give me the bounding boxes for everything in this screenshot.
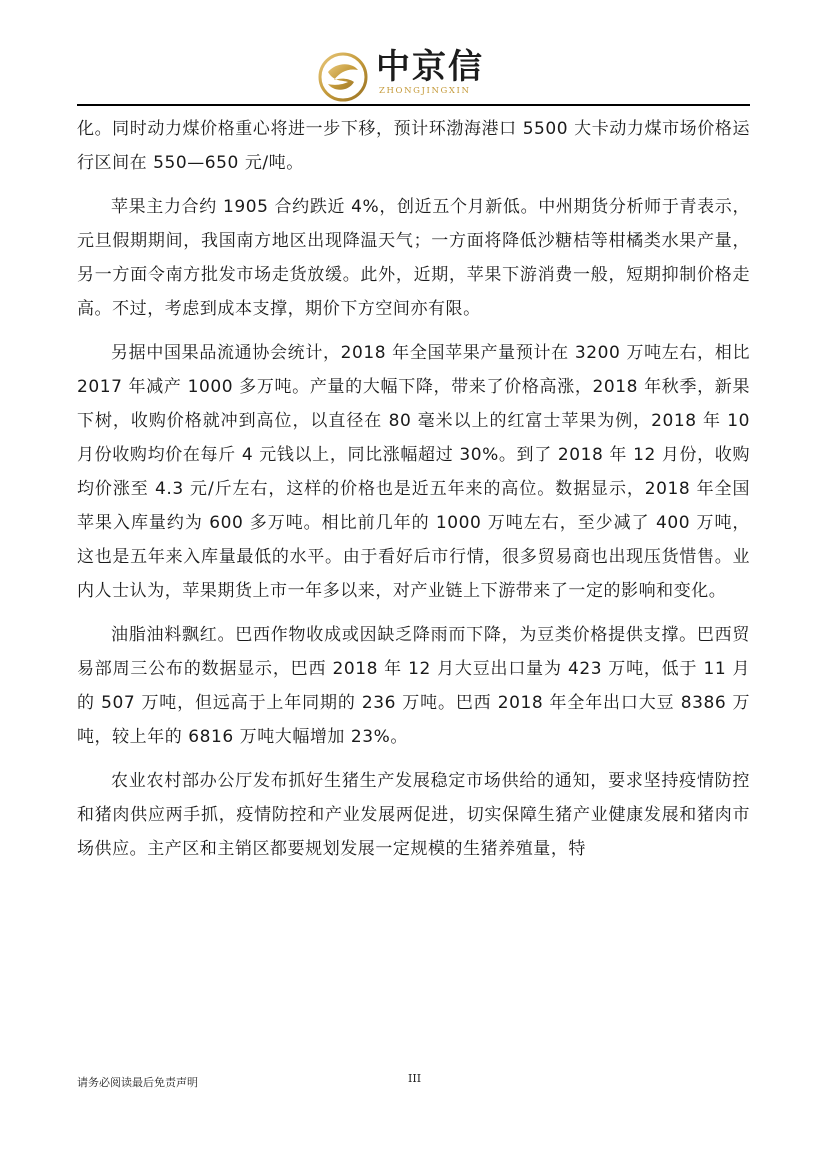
paragraph: 油脂油料飘红。巴西作物收成或因缺乏降雨而下降，为豆类价格提供支撑。巴西贸易部周三公布的数据显示，巴西 2018 年 12 月大豆出口量为 423 万吨，低于 11 月的 507 万吨，但远高于上年同期的 236 万吨。巴西 2018 年全年出口大豆 8386 万吨，较上年的 6816 万吨大幅增加 23%。 <box>77 625 750 747</box>
paragraph: 另据中国果品流通协会统计，2018 年全国苹果产量预计在 3200 万吨左右，相比 2017 年减产 1000 多万吨。产量的大幅下降，带来了价格高涨，2018 年秋季，新果下树，收购价格就冲到高位，以直径在 80 毫米以上的红富士苹果为例，2018 年 10 月份收购均价在每斤 4 元钱以上，同比涨幅超过 30%。到了 2018 年 12 月份，收购均价涨至 4.3 元/斤左右，这样的价格也是近五年来的高位。数据显示，2018 年全国苹果入库量约为 600 多万吨。相比前几年的 1000 万吨左右，至少减了 400 万吨，这也是五年来入库量最低的水平。由于看好后市行情，很多贸易商也出现压货惜售。业内人士认为，苹果期货上市一年多以来，对产业链上下游带来了一定的影响和变化。 <box>77 343 750 601</box>
page-number: III <box>408 1072 422 1085</box>
zhongjingxin-logo-icon <box>318 52 368 102</box>
paragraph: 化。同时动力煤价格重心将进一步下移，预计环渤海港口 5500 大卡动力煤市场价格运行区间在 550—650 元/吨。 <box>77 119 750 173</box>
page-header <box>0 40 827 106</box>
article-body <box>77 112 750 876</box>
paragraph: 苹果主力合约 1905 合约跌近 4%，创近五个月新低。中州期货分析师于青表示，元旦假期期间，我国南方地区出现降温天气；一方面将降低沙糖桔等柑橘类水果产量，另一方面令南方批发市场走货放缓。此外，近期，苹果下游消费一般，短期抑制价格走高。不过，考虑到成本支撑，期价下方空间亦有限。 <box>77 197 750 319</box>
paragraph: 农业农村部办公厅发布抓好生猪生产发展稳定市场供给的通知，要求坚持疫情防控和猪肉供应两手抓，疫情防控和产业发展两促进，切实保障生猪产业健康发展和猪肉市场供应。主产区和主销区都要规划发展一定规模的生猪养殖量，特 <box>77 771 750 859</box>
brand-subtitle: ZHONGJINGXIN <box>379 86 471 96</box>
disclaimer-note: 请务必阅读最后免责声明 <box>77 1076 198 1089</box>
brand-name: 中京信 <box>376 47 484 87</box>
header-divider <box>77 104 750 106</box>
